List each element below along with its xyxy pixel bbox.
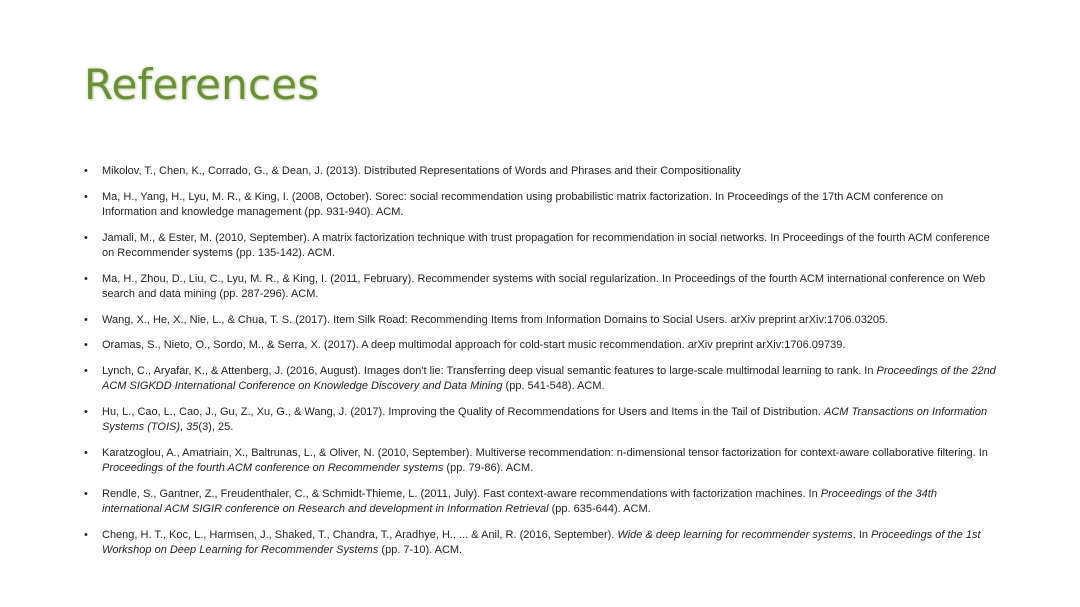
bullet-icon: •: [84, 165, 88, 177]
bullet-icon: •: [84, 528, 88, 541]
bullet-icon: •: [84, 487, 88, 500]
reference-italic-segment: ACM Transactions on Information Systems (TOIS): [102, 405, 988, 433]
reference-segment: Lynch, C., Aryafar, K., & Attenberg, J. (2016, August). Images don't lie: Transferring deep visual semantic features to large-scale multimodal learning to rank. In: [102, 364, 877, 377]
bullet-icon: •: [84, 313, 88, 326]
reference-text: [102, 529, 981, 557]
reference-text: [102, 488, 937, 516]
reference-text: [102, 339, 845, 351]
bullet-icon: •: [84, 339, 88, 351]
reference-italic-segment: Proceedings of the 34th international ACM SIGIR conference on Research and development in Information Retrieval: [102, 487, 937, 515]
reference-italic-segment: 35: [186, 421, 199, 433]
reference-segment: Rendle, S., Gantner, Z., Freudenthaler, C., & Schmidt-Thieme, L. (2011, July). Fast context-aware recommendations with factorization machines. In: [102, 487, 821, 500]
reference-item: [84, 338, 999, 354]
reference-segment: Ma, H., Zhou, D., Liu, C., Lyu, M. R., & King, I. (2011, February). Recommender systems with social regularization. In Proceedings of the fourth ACM international conference on Web search and data mining (pp. 287-296). ACM.: [102, 272, 986, 300]
bullet-icon: •: [84, 231, 88, 244]
reference-text: [102, 232, 990, 260]
reference-list: [84, 164, 999, 569]
bullet-icon: •: [84, 272, 88, 285]
reference-item: [84, 405, 999, 436]
bullet-icon: •: [84, 364, 88, 377]
reference-text: [102, 191, 943, 219]
reference-text: [102, 314, 888, 326]
bullet-icon: •: [84, 446, 88, 459]
reference-segment: Hu, L., Cao, L., Cao, J., Gu, Z., Xu, G., & Wang, J. (2017). Improving the Quality of Recommendations for Users and Items in the Tail of Distribution.: [102, 405, 825, 418]
slide-title: References: [84, 60, 320, 109]
reference-segment: Karatzoglou, A., Amatriain, X., Baltrunas, L., & Oliver, N. (2010, September). Multiverse recommendation: n-dimensional tensor factorization for context-aware collaborative filtering. In: [102, 446, 988, 459]
reference-segment: . In: [852, 528, 872, 541]
reference-segment: Oramas, S., Nieto, O., Sordo, M., & Serra, X. (2017). A deep multimodal approach for cold-start music recommendation. arXiv preprint arXiv:1706.09739.: [102, 339, 846, 351]
reference-item: [84, 446, 999, 477]
reference-segment: (3), 25.: [198, 421, 234, 433]
reference-segment: (pp. 79-86). ACM.: [443, 462, 534, 474]
reference-segment: (pp. 7-10). ACM.: [378, 544, 463, 556]
reference-segment: Cheng, H. T., Koc, L., Harmsen, J., Shaked, T., Chandra, T., Aradhye, H., ... & Anil, R. (2016, September).: [102, 528, 618, 541]
reference-item: [84, 528, 999, 559]
reference-item: [84, 272, 999, 303]
reference-item: [84, 164, 999, 180]
reference-item: [84, 231, 999, 262]
reference-segment: Wang, X., He, X., Nie, L., & Chua, T. S. (2017). Item Silk Road: Recommending Items from Information Domains to Social Users. arXiv preprint arXiv:1706.03205.: [102, 313, 889, 326]
reference-segment: Mikolov, T., Chen, K., Corrado, G., & Dean, J. (2013). Distributed Representations of Words and Phrases and their Compositionality: [102, 165, 741, 177]
reference-text: [102, 447, 988, 475]
reference-segment: (pp. 541-548). ACM.: [502, 380, 605, 392]
bullet-icon: •: [84, 405, 88, 418]
reference-italic-segment: Wide & deep learning for recommender systems: [617, 528, 853, 541]
reference-text: [102, 165, 741, 177]
reference-italic-segment: Proceedings of the fourth ACM conference on Recommender systems: [102, 462, 444, 474]
reference-segment: (pp. 635-644). ACM.: [548, 503, 651, 515]
reference-item: [84, 364, 999, 395]
reference-text: [102, 273, 985, 301]
reference-italic-segment: Proceedings of the 22nd ACM SIGKDD International Conference on Knowledge Discovery and Data Mining: [102, 364, 996, 392]
reference-text: [102, 365, 996, 393]
reference-item: [84, 190, 999, 221]
reference-segment: Ma, H., Yang, H., Lyu, M. R., & King, I. (2008, October). Sorec: social recommendation using probabilistic matrix factorization. In Proceedings of the 17th ACM conference on Information and knowledge management (pp. 931-940). ACM.: [102, 190, 944, 218]
bullet-icon: •: [84, 190, 88, 203]
reference-text: [102, 406, 987, 434]
reference-item: [84, 313, 999, 329]
reference-segment: Jamali, M., & Ester, M. (2010, September). A matrix factorization technique with trust propagation for recommendation in social networks. In Proceedings of the fourth ACM conference on Recommender systems (pp. 135-142). ACM.: [102, 231, 990, 259]
reference-item: [84, 487, 999, 518]
reference-segment: ,: [180, 421, 187, 433]
reference-italic-segment: Proceedings of the 1st Workshop on Deep Learning for Recommender Systems: [102, 528, 981, 556]
